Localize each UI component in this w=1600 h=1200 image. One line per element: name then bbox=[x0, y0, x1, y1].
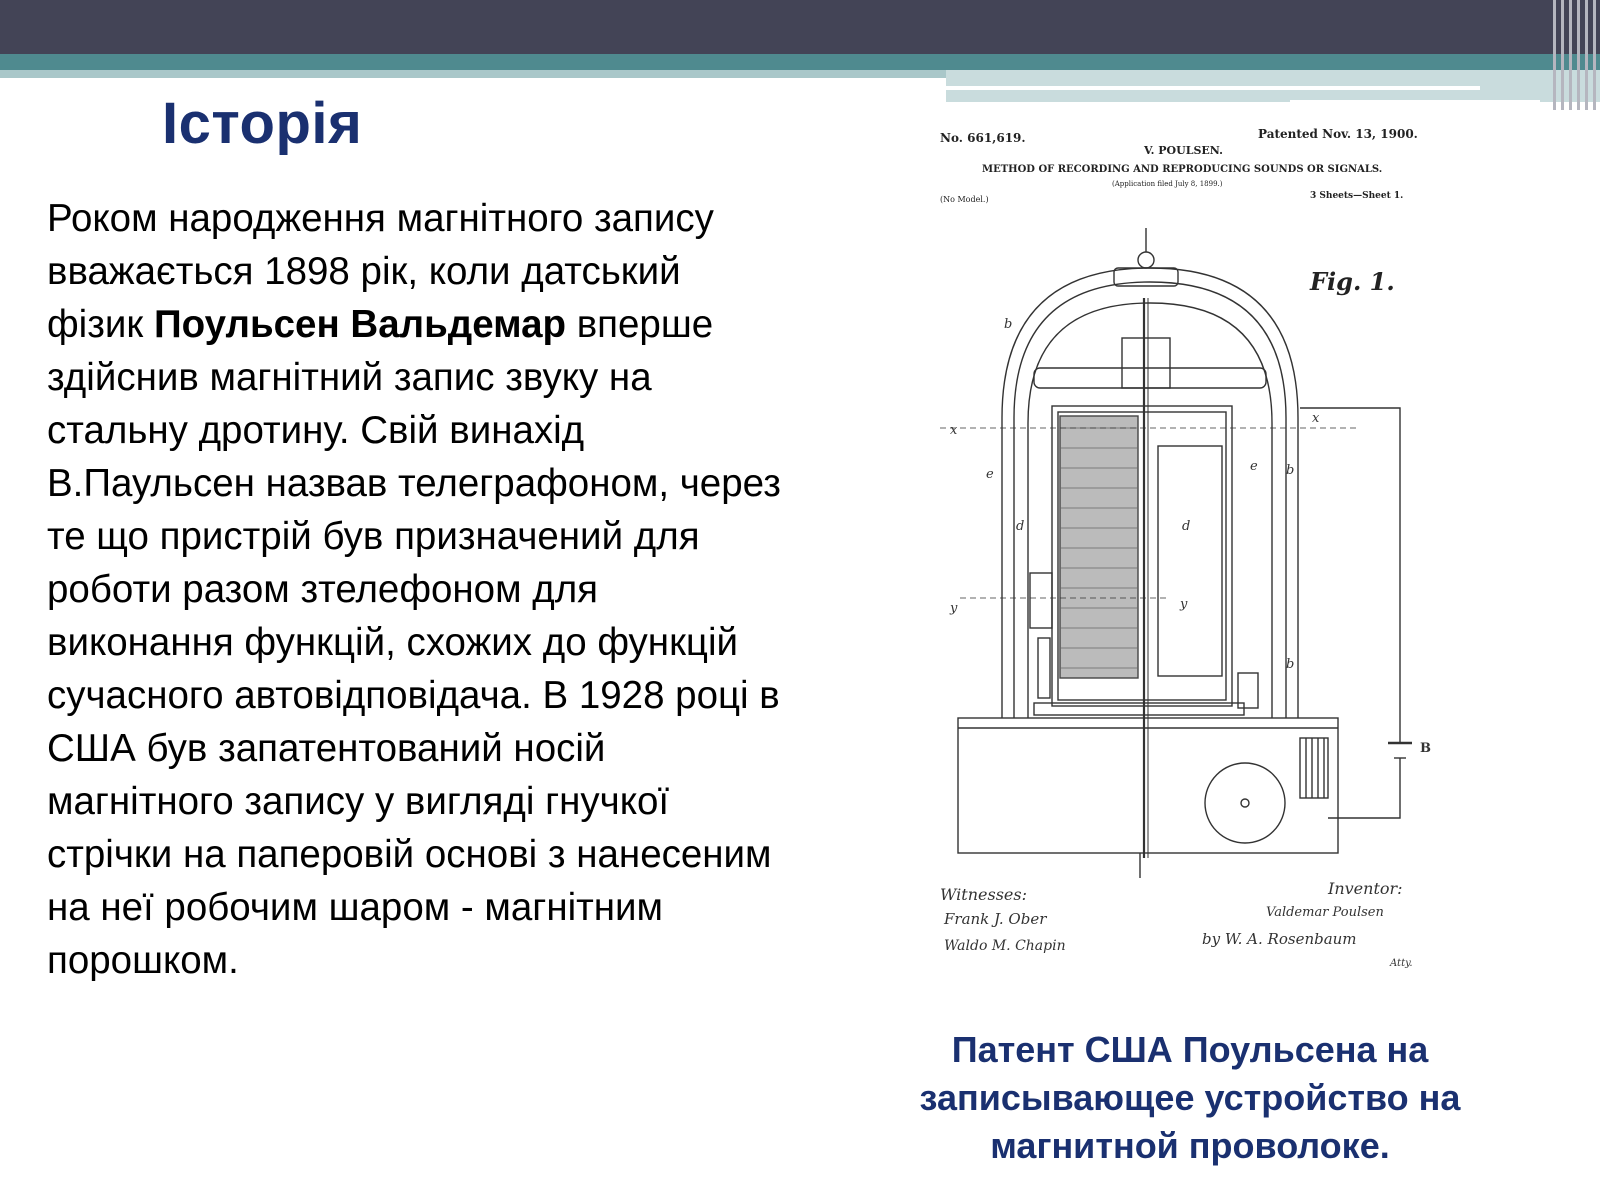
patent-date: Patented Nov. 13, 1900. bbox=[1258, 127, 1418, 141]
patent-sheets: 3 Sheets—Sheet 1. bbox=[1310, 191, 1404, 201]
svg-text:e: e bbox=[986, 467, 994, 482]
svg-text:y: y bbox=[950, 601, 958, 616]
patent-inventor-header: V. POULSEN. bbox=[1144, 144, 1223, 157]
patent-method-title: METHOD OF RECORDING AND REPRODUCING SOUNDS OR SIGNALS. bbox=[982, 164, 1383, 175]
patent-fig-label: Fig. 1. bbox=[1310, 267, 1395, 296]
witness-1: Frank J. Ober bbox=[944, 910, 1047, 928]
body-text-part1: Роком народження магнітного запису вважається 1898 рік, коли датський фізик bbox=[47, 197, 714, 346]
inventor-name: Valdemar Poulsen bbox=[1266, 905, 1384, 920]
svg-text:e: e bbox=[1250, 459, 1258, 474]
drawing-labels bbox=[949, 317, 1431, 756]
slide-title: Історія bbox=[162, 91, 363, 156]
patent-application: (Application filed July 8, 1899.) bbox=[1112, 180, 1223, 188]
svg-text:d: d bbox=[1016, 519, 1025, 534]
svg-text:b: b bbox=[1004, 317, 1013, 332]
header-divider-line bbox=[946, 86, 1480, 90]
atty-label: Atty. bbox=[1390, 958, 1413, 969]
svg-text:B: B bbox=[1420, 741, 1431, 756]
decorative-stripes bbox=[1550, 0, 1600, 110]
image-caption: Патент США Поульсена на записывающее устройство на магнитной проволоке. bbox=[919, 1029, 1461, 1166]
svg-text:d: d bbox=[1182, 519, 1191, 534]
patent-no-model: (No Model.) bbox=[940, 195, 989, 204]
witnesses-label: Witnesses: bbox=[940, 885, 1027, 904]
svg-text:b: b bbox=[1286, 463, 1295, 478]
body-text-part2: вперше здійснив магнітний запис звуку на стальну дротину. Свій винахід В.Паульсен назвав телеграфоном, через те що пристрій був призначений для роботи разом зтелефоном для виконання функцій, схожих до функцій сучасного автовідповідача. В 1928 році в США був запатентований носій магнітного запису у вигляді гнучкої стрічки на паперовій основі з нанесеним на неї робочим шаром - магнітним порошком. bbox=[47, 303, 781, 982]
svg-text:b: b bbox=[1286, 657, 1295, 672]
svg-text:x: x bbox=[1312, 411, 1320, 426]
patent-number: No. 661,619. bbox=[940, 131, 1026, 145]
physicist-name: Поульсен Вальдемар bbox=[153, 303, 567, 346]
body-paragraph bbox=[47, 192, 787, 987]
inventor-label: Inventor: bbox=[1328, 879, 1403, 898]
patent-drawing bbox=[940, 118, 1480, 998]
svg-text:y: y bbox=[1180, 597, 1188, 612]
header-bar-light bbox=[0, 70, 946, 78]
witness-2: Waldo M. Chapin bbox=[944, 938, 1066, 954]
header-bar-teal bbox=[0, 54, 1600, 70]
header-bar-dark bbox=[0, 0, 1600, 54]
attorney-signature: by W. A. Rosenbaum bbox=[1202, 930, 1357, 948]
header-divider-line-short bbox=[1290, 100, 1540, 104]
svg-text:x: x bbox=[950, 423, 958, 438]
